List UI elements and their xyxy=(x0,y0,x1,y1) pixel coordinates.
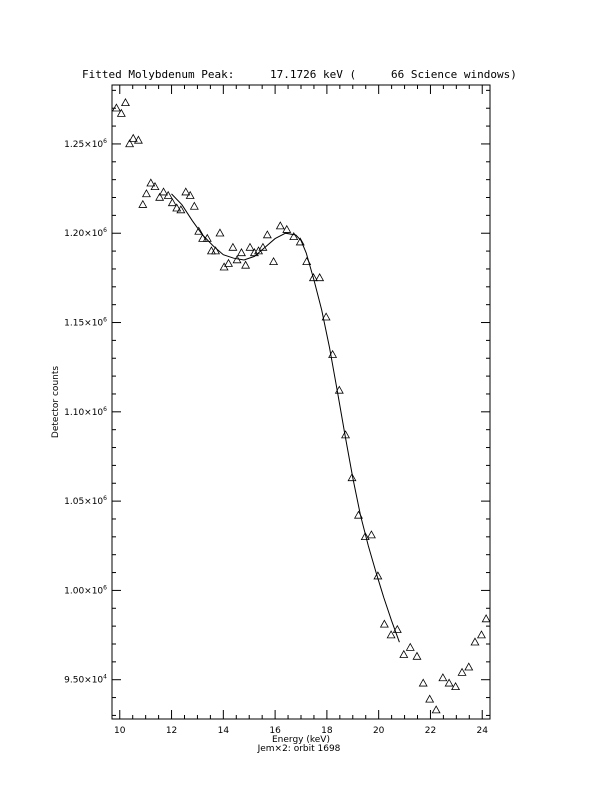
y-tick-mantissa: 1.05×10 xyxy=(64,497,104,508)
data-point xyxy=(169,199,177,206)
data-point xyxy=(368,531,376,538)
y-tick-exponent: 6 xyxy=(103,316,107,324)
y-tick-exponent: 6 xyxy=(103,584,107,592)
data-point xyxy=(118,110,126,117)
data-point xyxy=(182,188,190,195)
data-point xyxy=(406,644,414,651)
data-point xyxy=(216,229,224,236)
axis-ticks xyxy=(112,85,490,719)
y-tick-exponent: 6 xyxy=(103,227,107,235)
x-axis-label: Energy (keV) xyxy=(272,735,330,745)
y-tick-exponent: 6 xyxy=(103,137,107,145)
title-windows: 66 Science windows) xyxy=(391,68,517,81)
data-point xyxy=(276,222,284,229)
data-point xyxy=(238,249,246,256)
x-tick-label: 20 xyxy=(372,726,385,736)
x-tick-label: 14 xyxy=(217,726,230,736)
fit-curve xyxy=(172,194,400,642)
data-point xyxy=(246,244,254,251)
y-tick-labels xyxy=(64,138,107,686)
data-point xyxy=(413,652,421,659)
data-point xyxy=(264,231,272,238)
x-tick-label: 24 xyxy=(476,726,488,736)
y-tick-label xyxy=(64,227,107,239)
data-point xyxy=(122,99,130,106)
y-tick-mantissa: 1.20×10 xyxy=(64,229,104,240)
data-point xyxy=(160,188,168,195)
data-point xyxy=(113,104,121,111)
y-tick-mantissa: 1.25×10 xyxy=(64,139,104,150)
x-tick-label: 12 xyxy=(165,726,178,736)
data-point xyxy=(426,695,434,702)
y-tick-label xyxy=(64,138,107,150)
data-point xyxy=(471,638,479,645)
data-point xyxy=(143,190,151,197)
data-point xyxy=(139,201,147,208)
y-axis-label: Detector counts xyxy=(51,365,61,439)
data-point xyxy=(191,202,199,209)
data-point xyxy=(381,620,389,627)
data-point xyxy=(225,260,233,267)
chart-subtitle: Jem×2: orbit 1698 xyxy=(257,744,341,754)
y-tick-mantissa: 1.15×10 xyxy=(64,318,104,329)
plot-frame xyxy=(112,85,490,719)
y-tick-label xyxy=(64,406,107,418)
data-point xyxy=(270,258,278,265)
y-tick-exponent: 6 xyxy=(103,405,107,413)
x-tick-label: 10 xyxy=(114,726,126,736)
title-prefix: Fitted Molybdenum Peak: xyxy=(82,68,235,81)
y-tick-label xyxy=(64,584,107,596)
x-tick-label: 18 xyxy=(321,726,333,736)
data-point xyxy=(458,669,466,676)
data-point xyxy=(482,615,490,622)
x-tick-label: 22 xyxy=(424,726,437,736)
data-point xyxy=(465,663,473,670)
x-tick-label: 16 xyxy=(269,726,281,736)
y-tick-label xyxy=(64,674,107,686)
data-point xyxy=(419,679,427,686)
data-point xyxy=(229,244,237,251)
title-energy: 17.1726 keV ( xyxy=(270,68,357,81)
y-tick-mantissa: 1.10×10 xyxy=(64,407,104,418)
data-point xyxy=(478,631,486,638)
data-point xyxy=(439,674,447,681)
data-point xyxy=(432,706,440,713)
y-tick-exponent: 6 xyxy=(103,495,107,503)
data-point xyxy=(173,204,181,211)
y-tick-mantissa: 9.50×10 xyxy=(64,675,104,686)
data-point xyxy=(242,261,250,268)
y-tick-label xyxy=(64,317,107,329)
data-point xyxy=(400,651,408,658)
y-tick-mantissa: 1.00×10 xyxy=(64,586,104,597)
y-tick-exponent: 4 xyxy=(103,673,107,681)
data-points xyxy=(113,99,490,713)
y-tick-label xyxy=(64,495,107,507)
chart-title xyxy=(82,68,517,81)
